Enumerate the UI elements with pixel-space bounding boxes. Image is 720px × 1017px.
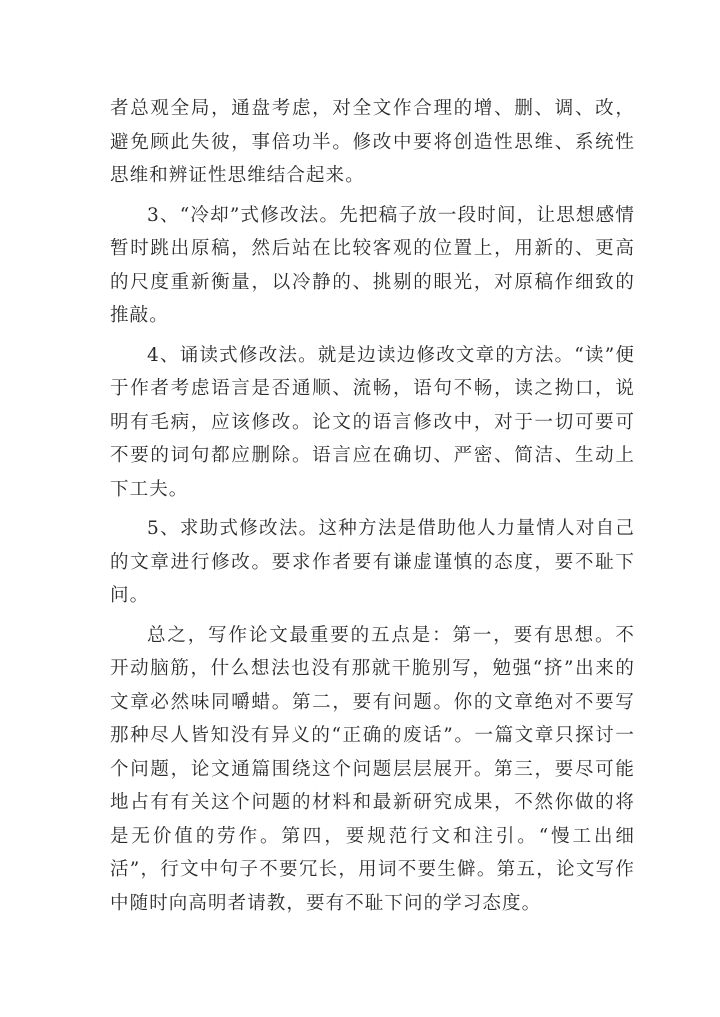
paragraph-cooling-method: 3、“冷却”式修改法。先把稿子放一段时间，让思想感情暂时跳出原稿，然后站在比较客观的位置上，用新的、更高的尺度重新衡量，以冷静的、挑剔的眼光，对原稿作细致的推敲。 <box>110 204 635 326</box>
paragraph-reading-method: 4、诵读式修改法。就是边读边修改文章的方法。“读”便于作者考虑语言是否通顺、流畅，语句不畅，读之拗口，说明有毛病，应该修改。论文的语言修改中，对于一切可要可不要的词句都应删除。语言应在确切、严密、简洁、生动上下工夫。 <box>110 344 635 500</box>
paragraph-help-method: 5、求助式修改法。这种方法是借助他人力量情人对自己的文章进行修改。要求作者要有谦虚谨慎的态度，要不耻下问。 <box>110 518 635 606</box>
document-body <box>110 92 635 926</box>
paragraph-summary: 总之，写作论文最重要的五点是：第一，要有思想。不开动脑筋，什么想法也没有那就干脆别写，勉强“挤”出来的文章必然味同嚼蜡。第二，要有问题。你的文章绝对不要写那种尽人皆知没有异义的“正确的废话”。一篇文章只探讨一个问题，论文通篇围绕这个问题层层展开。第三，要尽可能地占有有关这个问题的材料和最新研究成果，不然你做的将是无价值的劳作。第四，要规范行文和注引。“慢工出细活”，行文中句子不要冗长，用词不要生僻。第五，论文写作中随时向高明者请教，要有不耻下问的学习态度。 <box>110 624 635 914</box>
paragraph-continuation: 者总观全局，通盘考虑，对全文作合理的增、删、调、改，避免顾此失彼，事倍功半。修改中要将创造性思维、系统性思维和辨证性思维结合起来。 <box>110 98 635 186</box>
